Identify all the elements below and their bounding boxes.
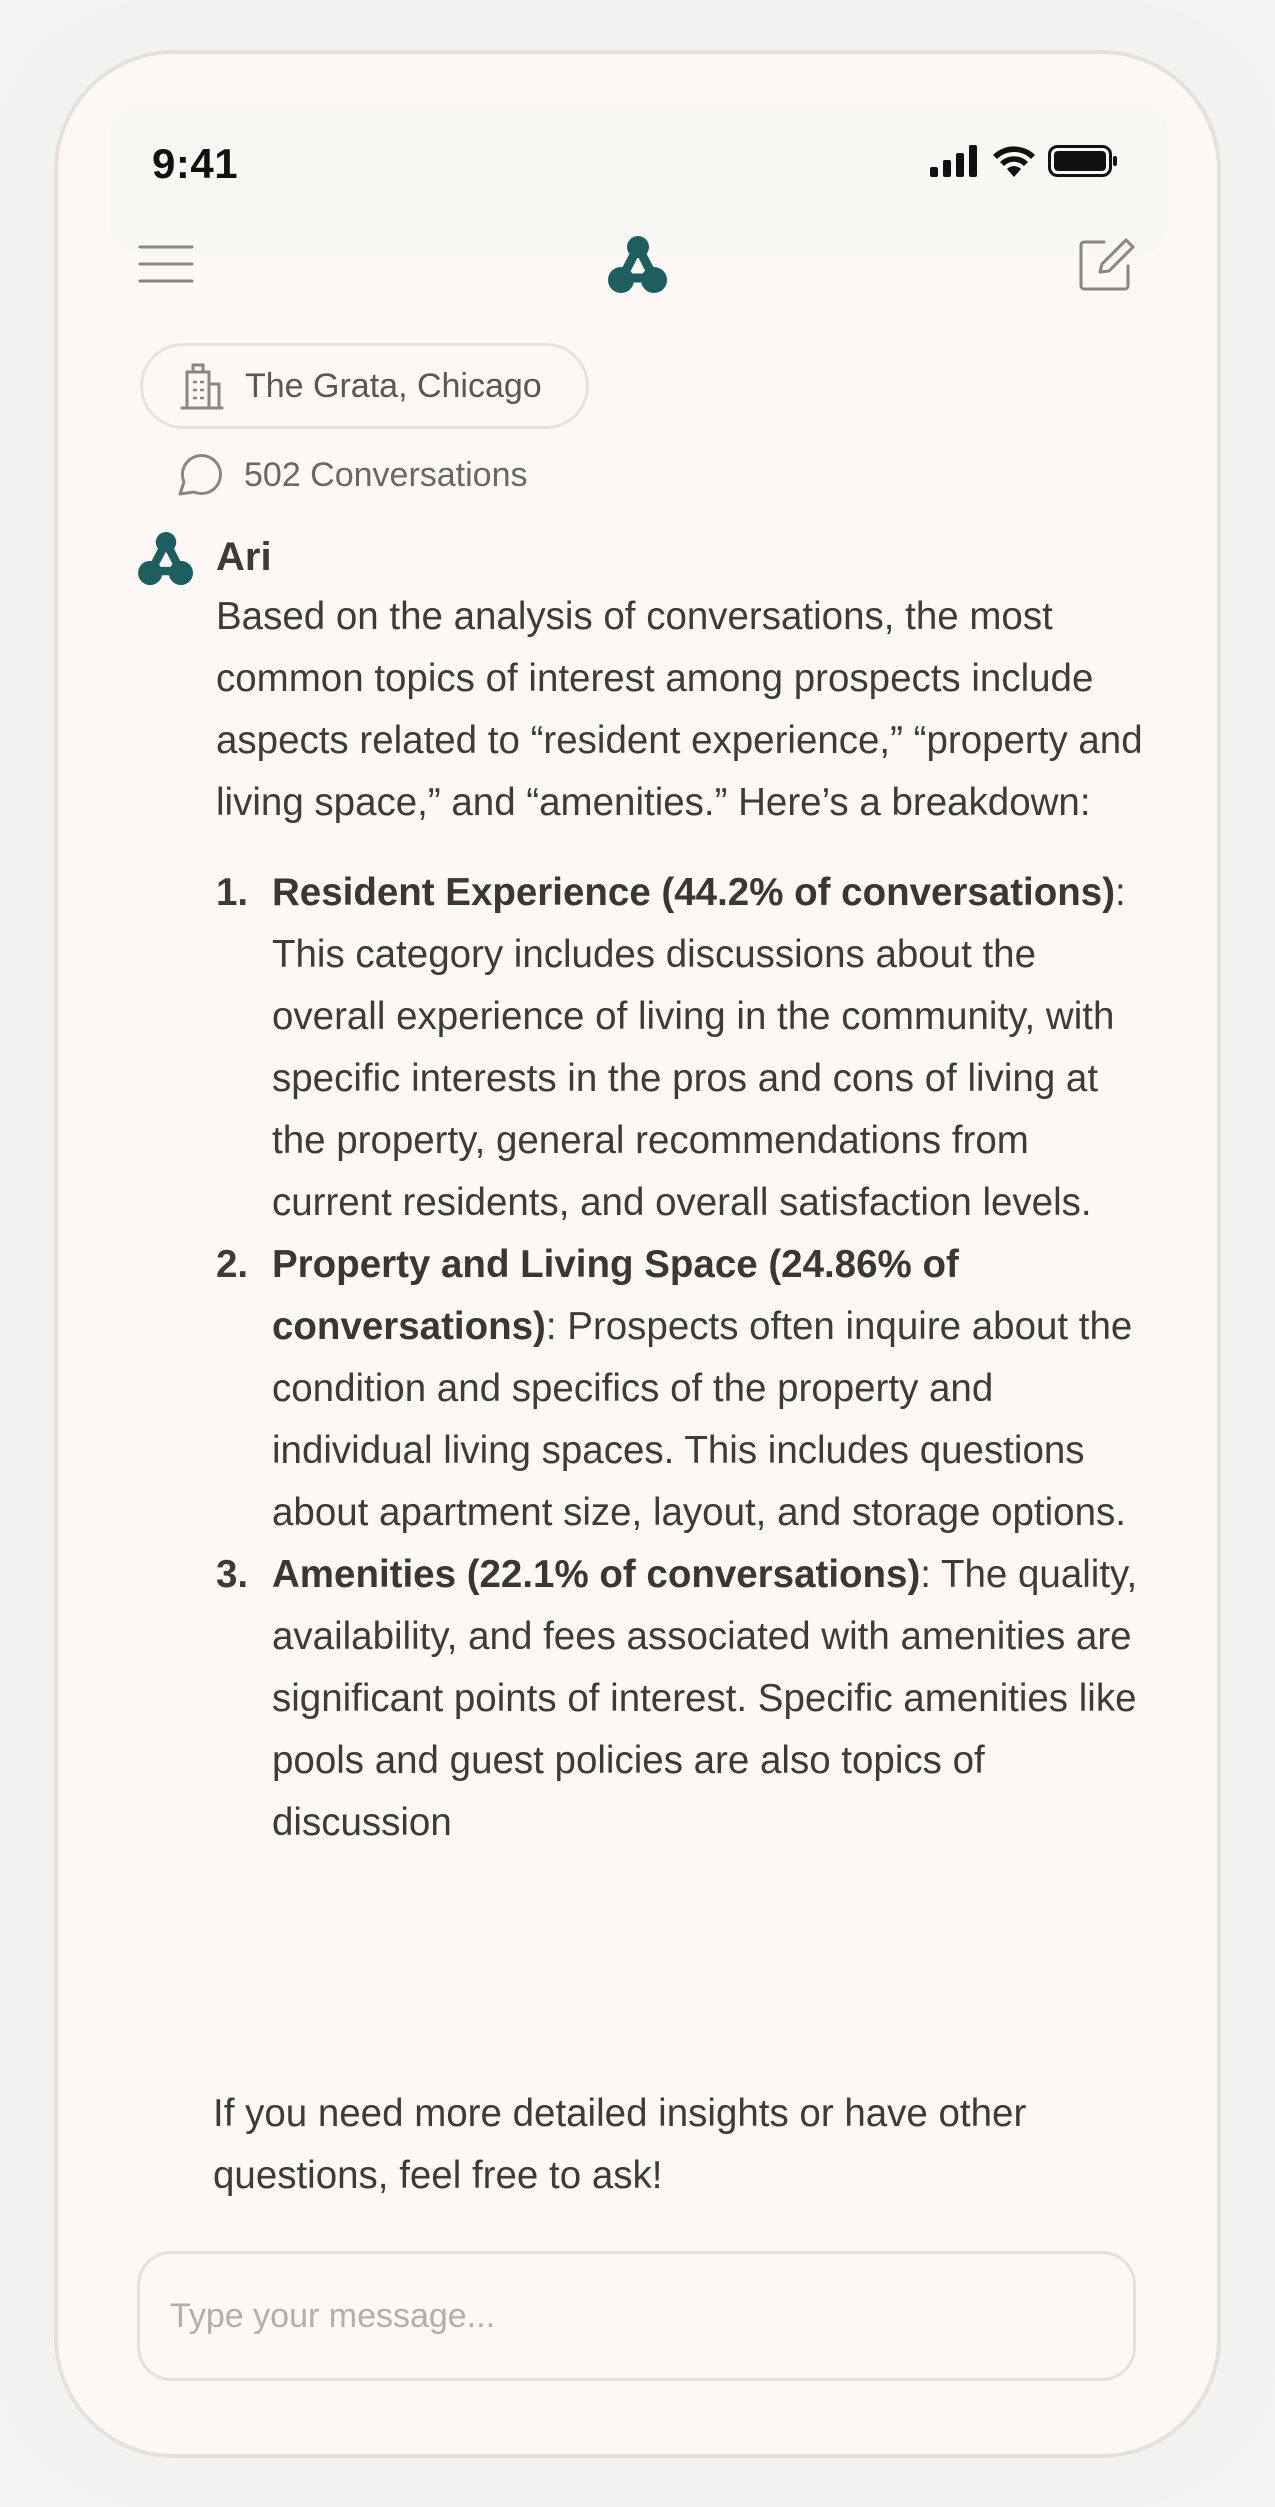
list-item-title: Amenities (22.1% of conversations) [272,1553,921,1596]
compose-icon[interactable] [1078,236,1136,292]
list-number: 2. [216,1243,249,1286]
conversation-count-label: 502 Conversations [244,455,528,494]
list-item-body: : This category includes discussions about the overall experience of living in the community, with specific interests in the pros and cons of living at the property, general recommendations from current residents, and overall satisfaction levels. [272,871,1126,1224]
status-time: 9:41 [152,140,239,187]
list-number: 3. [216,1553,249,1596]
chat-bubble-icon [176,452,224,498]
sender-name: Ari [216,535,272,579]
message-input[interactable] [168,2296,1092,2337]
list-item [216,1544,1146,1854]
list-item-title: Property and Living Space (24.86% of conversations) [272,1243,959,1348]
status-icons [930,145,1118,177]
property-label: The Grata, Chicago [245,366,542,405]
message-intro: Based on the analysis of conversations, the most common topics of interest among prospects include aspects related to “resident experience,” “property and living space,” and “amenities.” Here’s a breakdown: [216,595,1143,824]
list-item-title: Resident Experience (44.2% of conversations) [272,871,1116,914]
hamburger-menu-icon[interactable] [138,244,194,284]
signal-icon [930,145,980,177]
list-number: 1. [216,871,249,914]
ari-avatar-icon [138,532,194,586]
assistant-message [216,586,1146,1854]
battery-icon [1048,145,1118,177]
message-composer[interactable] [137,2251,1136,2381]
list-item [216,1234,1146,1544]
list-item [216,862,1146,1234]
list-item-body: : Prospects often inquire about the condition and specifics of the property and individual living spaces. This includes questions about apartment size, layout, and storage options. [272,1305,1133,1534]
building-icon [179,362,225,410]
status-bar [110,104,1168,254]
conversation-count [176,452,528,498]
wifi-icon [992,145,1036,177]
list-item-body: : The quality, availability, and fees associated with amenities are significant points of interest. Specific amenities like pools and guest policies are also topics of discussion [272,1553,1138,1844]
topic-list [216,862,1146,1854]
message-outro: If you need more detailed insights or have other questions, feel free to ask! [213,2092,1027,2197]
ari-logo-icon [608,236,668,294]
property-selector[interactable] [140,343,589,429]
